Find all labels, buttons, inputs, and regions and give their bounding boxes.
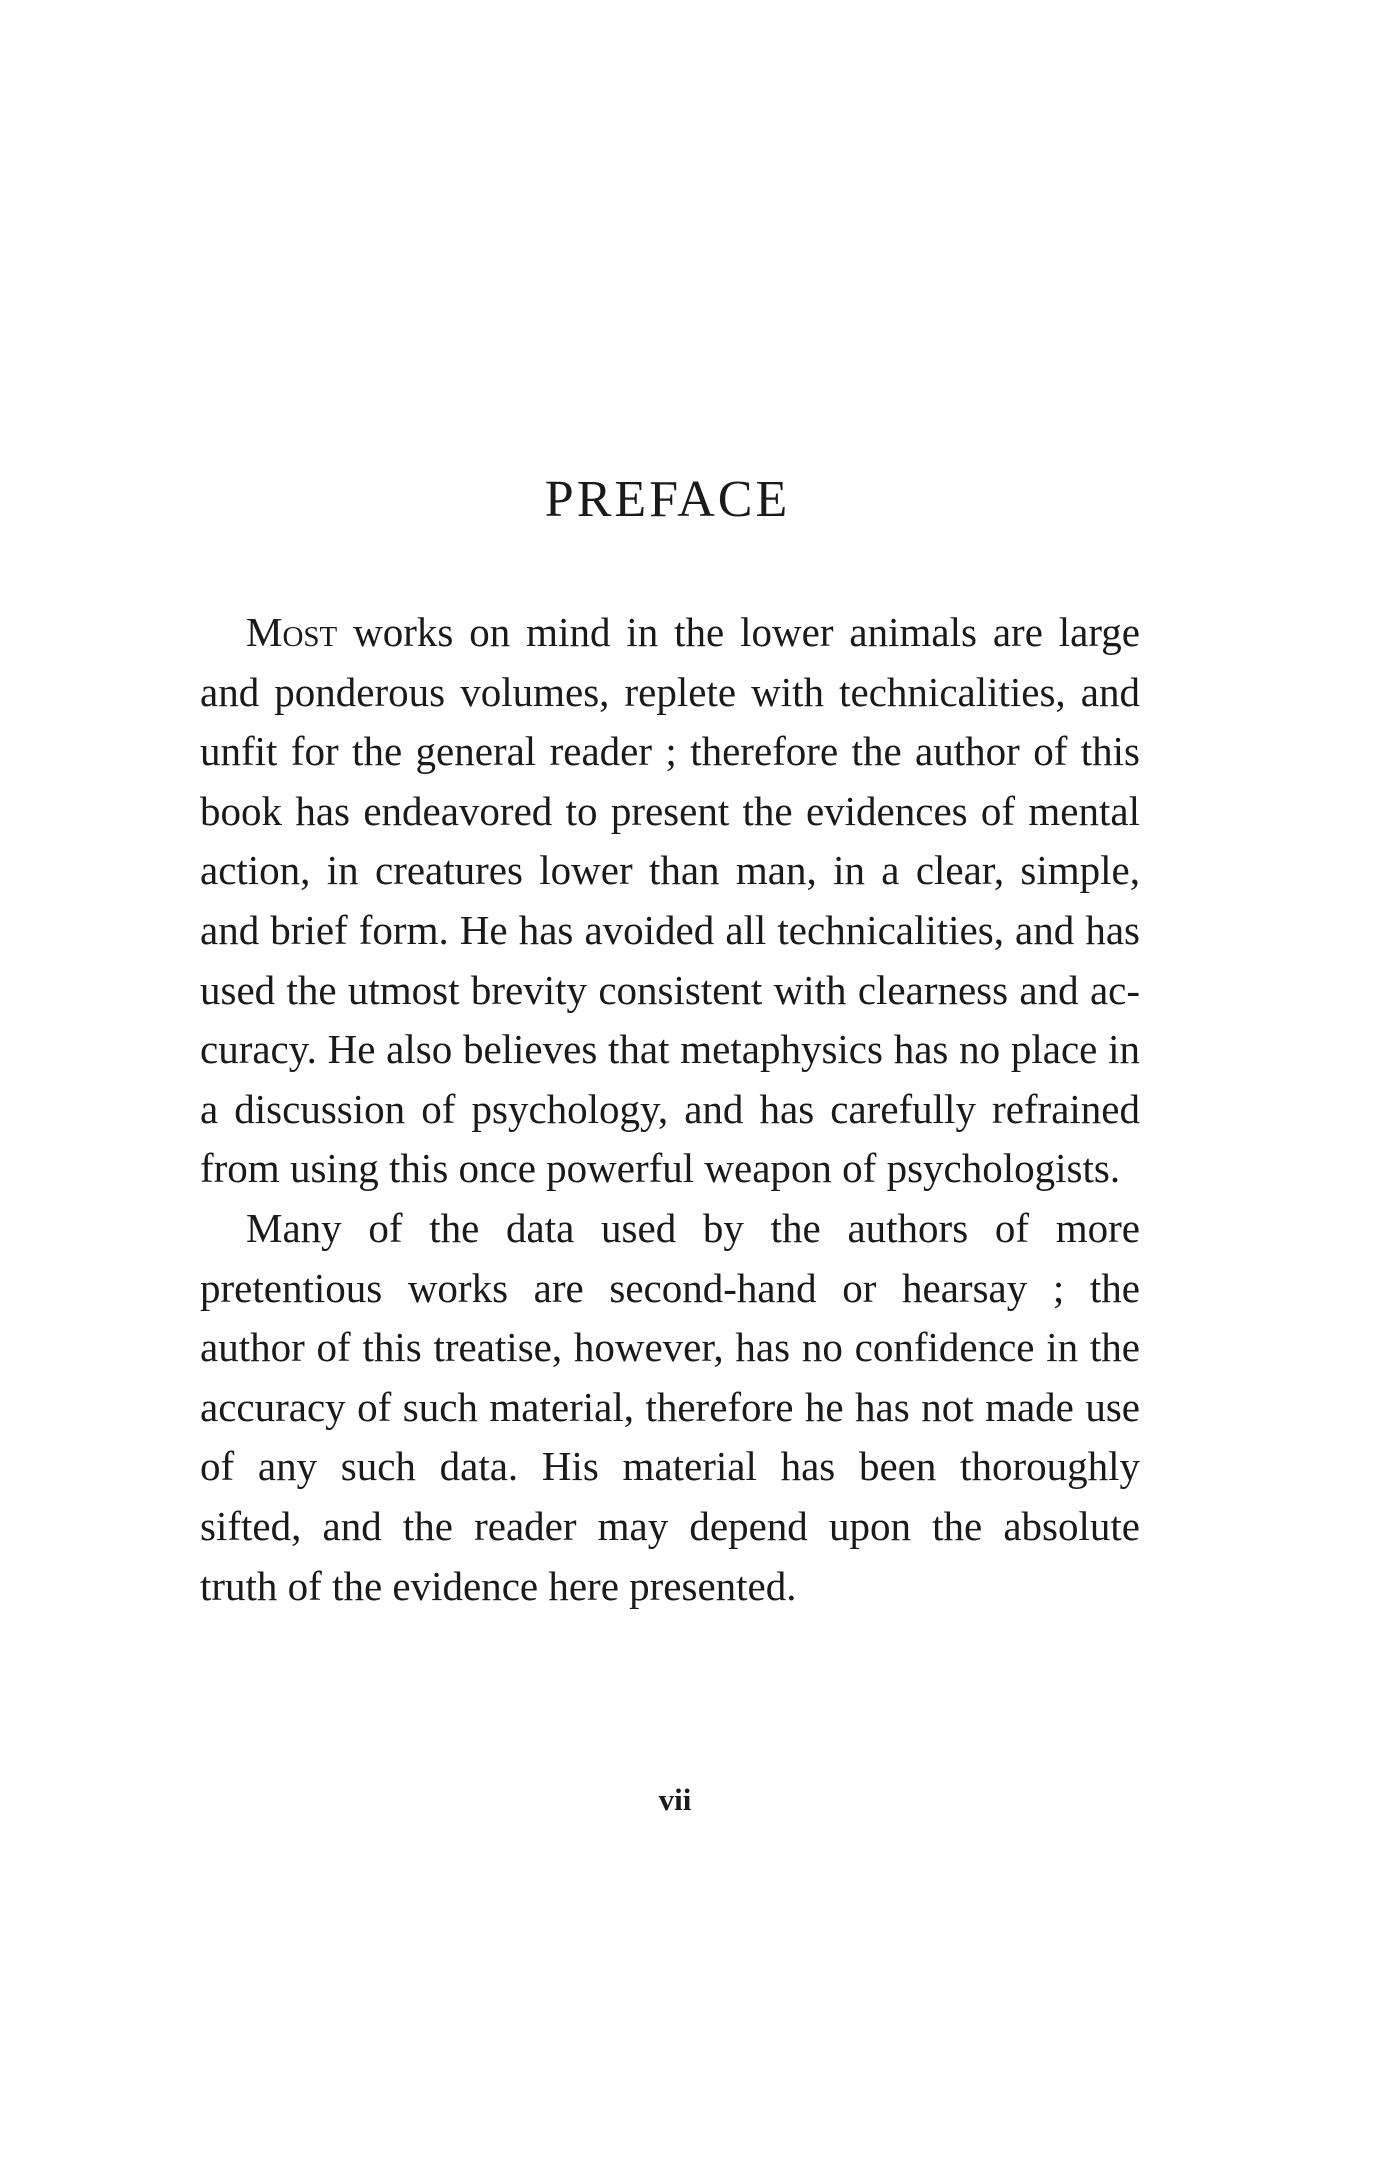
paragraph-lead-word: Most	[246, 609, 338, 655]
paragraph-1	[200, 603, 1140, 1199]
paragraph-text: works on mind in the lower animals are large and ponderous volumes, replete with technicalities, and unfit for the general reader ; therefore the author of this book has endeavored to present the evidences of mental action, in creatures lower than man, in a clear, simple, and brief form. He has avoided all technicalities, and has used the utmost brevity consistent with clearness and accuracy. He also believes that metaphysics has no place in a discussion of psychology, and has carefully refrained from using this once powerful weapon of psychologists.	[200, 609, 1140, 1192]
paragraph-2	[200, 1199, 1140, 1616]
paragraph-text: Many of the data used by the authors of more pretentious works are second-hand or hearsay ; the author of this treatise, however, has no confidence in the accuracy of such material, therefore he has not made use of any such data. His material has been thoroughly sifted, and the reader may depend upon the absolute truth of the evidence here presented.	[200, 1204, 1140, 1609]
page-number: vii	[658, 1782, 692, 1817]
page-title: PREFACE	[544, 471, 791, 528]
preface-body	[200, 603, 1140, 1616]
